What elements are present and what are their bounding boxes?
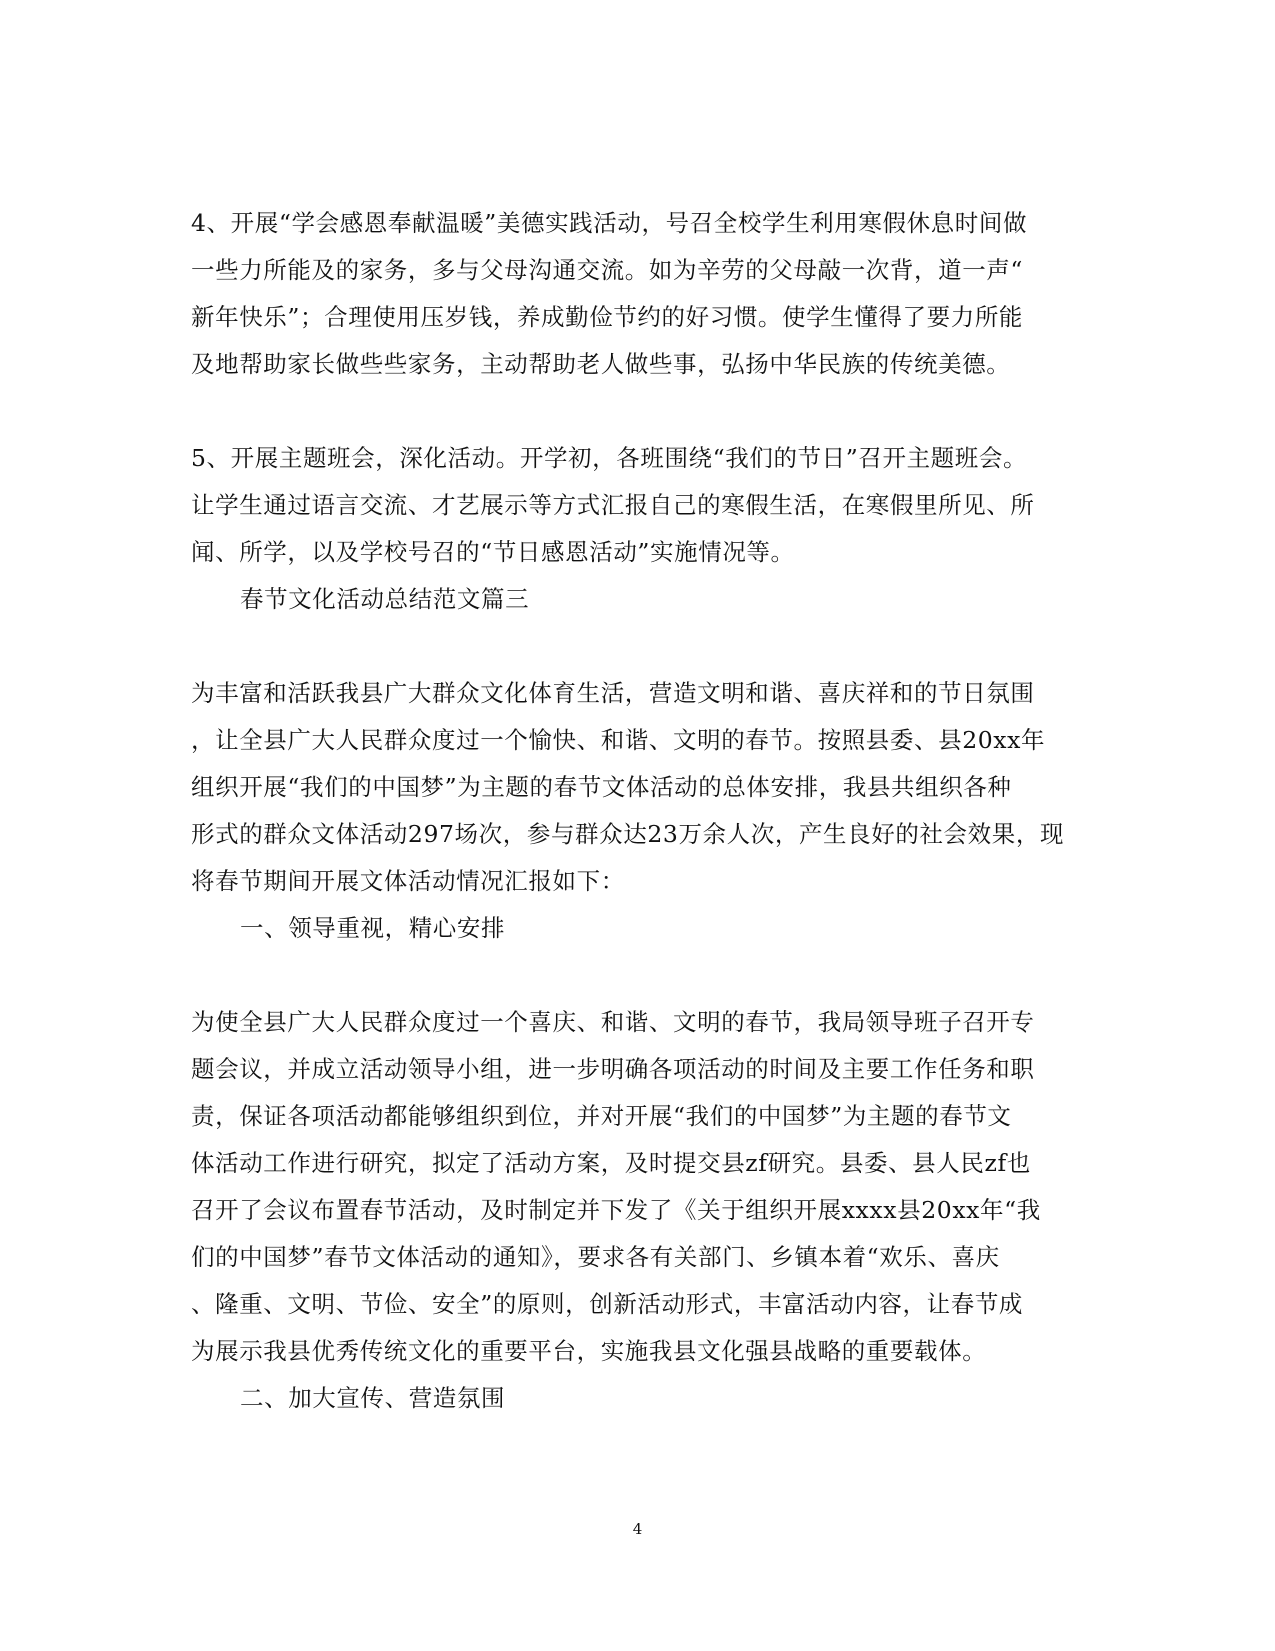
intro-line-4: 形式的群众文体活动297场次，参与群众达23万余人次，产生良好的社会效果，现 (191, 820, 1065, 848)
paragraph-4-line-4: 及地帮助家长做些些家务，主动帮助老人做些事，弘扬中华民族的传统美德。 (191, 350, 1011, 378)
subheading-2: 二、加大宣传、营造氛围 (240, 1384, 506, 1412)
paragraph-5-line-2: 让学生通过语言交流、才艺展示等方式汇报自己的寒假生活，在寒假里所见、所 (191, 491, 1035, 519)
section-1-line-8: 为展示我县优秀传统文化的重要平台，实施我县文化强县战略的重要载体。 (191, 1337, 987, 1365)
section-1-line-5: 召开了会议布置春节活动，及时制定并下发了《关于组织开展xxxx县20xx年“我 (191, 1196, 1041, 1224)
intro-line-5: 将春节期间开展文体活动情况汇报如下： (191, 867, 625, 895)
section-heading: 春节文化活动总结范文篇三 (240, 585, 530, 613)
section-1-line-6: 们的中国梦”春节文体活动的通知》，要求各有关部门、乡镇本着“欢乐、喜庆 (191, 1243, 1000, 1271)
section-1-line-7: 、隆重、文明、节俭、安全”的原则，创新活动形式，丰富活动内容，让春节成 (191, 1290, 1024, 1318)
intro-line-2: ，让全县广大人民群众度过一个愉快、和谐、文明的春节。按照县委、县20xx年 (191, 726, 1046, 754)
section-1-line-3: 责，保证各项活动都能够组织到位，并对开展“我们的中国梦”为主题的春节文 (191, 1102, 1012, 1130)
intro-line-3: 组织开展“我们的中国梦”为主题的春节文体活动的总体安排，我县共组织各种 (191, 773, 1012, 801)
paragraph-4-line-1: 4、开展“学会感恩奉献温暖”美德实践活动，号召全校学生利用寒假休息时间做 (191, 209, 1028, 237)
intro-line-1: 为丰富和活跃我县广大群众文化体育生活，营造文明和谐、喜庆祥和的节日氛围 (191, 679, 1035, 707)
paragraph-5-line-3: 闻、所学，以及学校号召的“节日感恩活动”实施情况等。 (191, 538, 795, 566)
subheading-1: 一、领导重视，精心安排 (240, 914, 506, 942)
section-1-line-2: 题会议，并成立活动领导小组，进一步明确各项活动的时间及主要工作任务和职 (191, 1055, 1035, 1083)
paragraph-5-line-1: 5、开展主题班会，深化活动。开学初，各班围绕“我们的节日”召开主题班会。 (191, 444, 1028, 472)
page-number: 4 (632, 1520, 643, 1538)
section-1-line-1: 为使全县广大人民群众度过一个喜庆、和谐、文明的春节，我局领导班子召开专 (191, 1008, 1035, 1036)
paragraph-4-line-3: 新年快乐”；合理使用压岁钱，养成勤俭节约的好习惯。使学生懂得了要力所能 (191, 303, 1024, 331)
section-1-line-4: 体活动工作进行研究，拟定了活动方案，及时提交县zf研究。县委、县人民zf也 (191, 1149, 1031, 1177)
paragraph-4-line-2: 一些力所能及的家务，多与父母沟通交流。如为辛劳的父母敲一次背，道一声“ (191, 256, 1024, 284)
